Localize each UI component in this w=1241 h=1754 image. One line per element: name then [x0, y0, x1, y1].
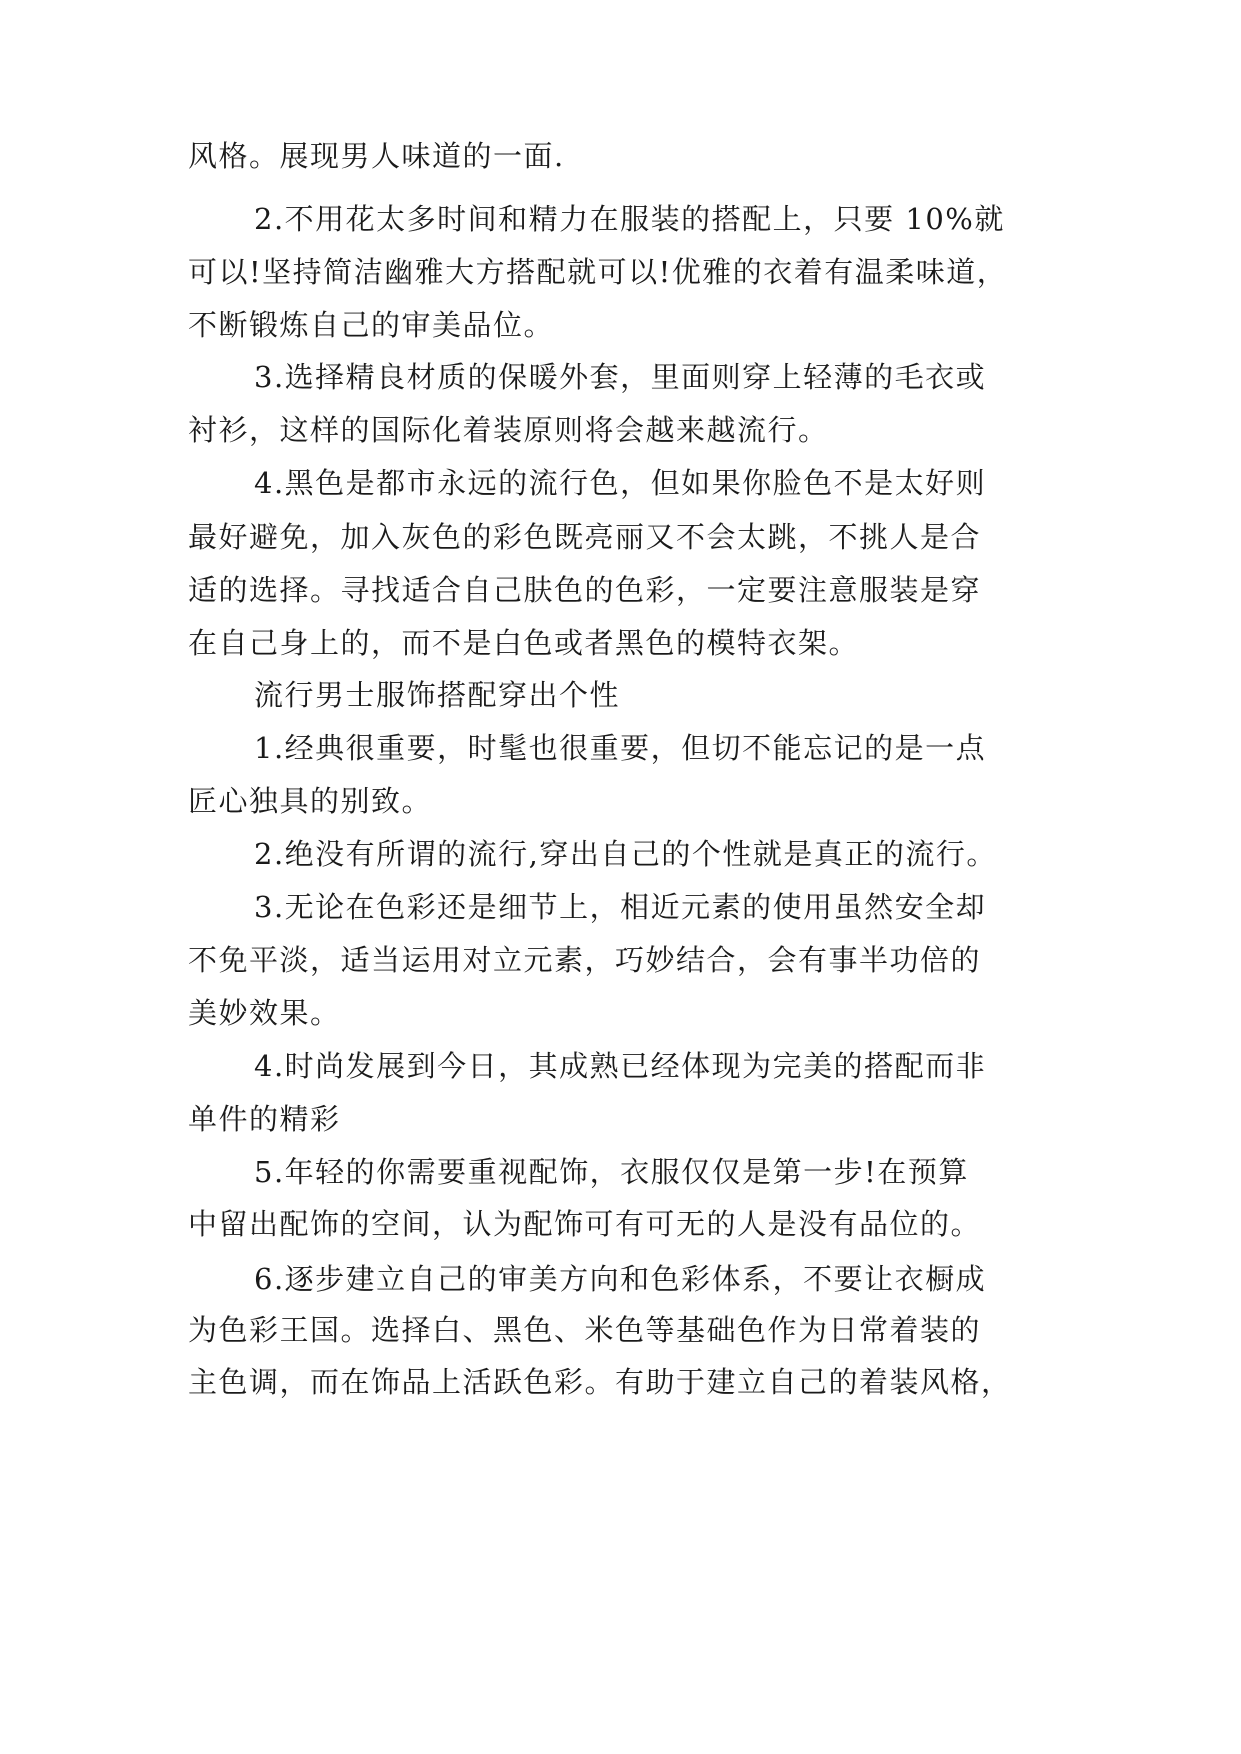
text-line: 最好避免，加入灰色的彩色既亮丽又不会太跳，不挑人是合	[188, 520, 982, 554]
paragraph-line: 4.时尚发展到今日，其成熟已经体现为完美的搭配而非	[254, 1049, 987, 1083]
text-line: 风格。展现男人味道的一面.	[188, 139, 565, 173]
text-line: 为色彩王国。选择白、黑色、米色等基础色作为日常着装的	[188, 1313, 982, 1347]
text-line: 衬衫，这样的国际化着装原则将会越来越流行。	[188, 413, 829, 447]
paragraph-line: 2.绝没有所谓的流行,穿出自己的个性就是真正的流行。	[254, 837, 997, 871]
text-line: 匠心独具的别致。	[188, 784, 433, 818]
paragraph-line: 3.无论在色彩还是细节上，相近元素的使用虽然安全却	[254, 890, 987, 924]
text-line: 美妙效果。	[188, 996, 341, 1030]
paragraph-line: 4.黑色是都市永远的流行色，但如果你脸色不是太好则	[254, 466, 987, 500]
paragraph-line: 5.年轻的你需要重视配饰，衣服仅仅是第一步!在预算	[254, 1155, 969, 1189]
text-line: 单件的精彩	[188, 1102, 341, 1136]
text-line: 主色调，而在饰品上活跃色彩。有助于建立自己的着装风格，	[188, 1365, 1012, 1399]
paragraph-line: 3.选择精良材质的保暖外套，里面则穿上轻薄的毛衣或	[254, 360, 987, 394]
paragraph-line: 2.不用花太多时间和精力在服装的搭配上，只要 10%就	[254, 202, 1005, 236]
paragraph-line: 6.逐步建立自己的审美方向和色彩体系，不要让衣橱成	[254, 1262, 987, 1296]
section-heading: 流行男士服饰搭配穿出个性	[254, 678, 621, 712]
text-line: 可以!坚持简洁幽雅大方搭配就可以!优雅的衣着有温柔味道，	[188, 255, 1008, 289]
text-line: 不断锻炼自己的审美品位。	[188, 308, 555, 342]
text-line: 在自己身上的，而不是白色或者黑色的模特衣架。	[188, 626, 860, 660]
text-line: 中留出配饰的空间，认为配饰可有可无的人是没有品位的。	[188, 1207, 982, 1241]
text-line: 不免平淡，适当运用对立元素，巧妙结合，会有事半功倍的	[188, 943, 982, 977]
paragraph-line: 1.经典很重要，时髦也很重要，但切不能忘记的是一点	[254, 731, 987, 765]
text-line: 适的选择。寻找适合自己肤色的色彩，一定要注意服装是穿	[188, 573, 982, 607]
